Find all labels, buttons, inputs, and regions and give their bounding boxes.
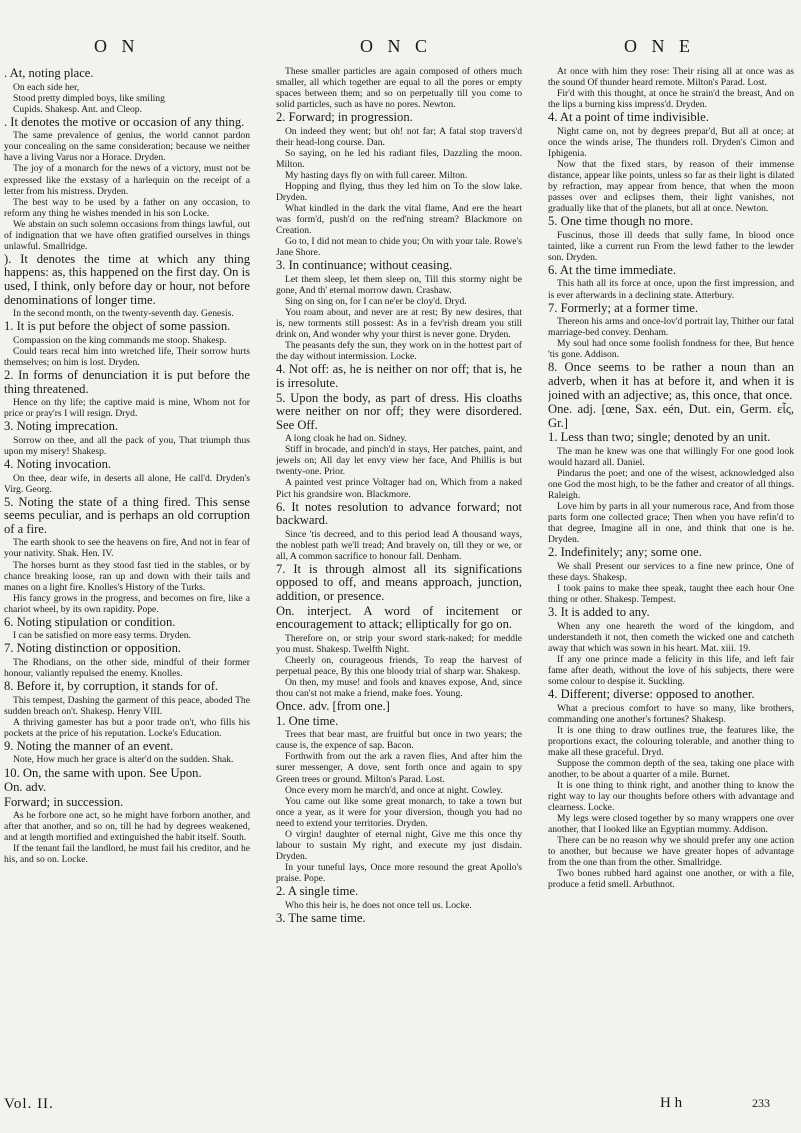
- citation: Note, How much her grace is alter'd on the sudden. Shak.: [13, 754, 234, 766]
- citation: Hence on thy life; the captive maid is mine, Whom not for price or pray'rs I will resign. Dryd.: [4, 397, 250, 420]
- citation: Compassion on the king commands me stoop. Shakesp.: [13, 334, 227, 346]
- sense-heading: 4. Different; diverse: opposed to another.: [548, 687, 755, 701]
- sense-heading: 3. It is added to any.: [548, 605, 650, 620]
- citation: Sorrow on thee, and all the pack of you, That triumph thus upon my misery! Shakesp.: [4, 434, 250, 457]
- citation: Stiff in brocade, and pinch'd in stays, Her patches, paint, and jewels on; All day let envy view her face, And Phillis is but twenty-one. Prior.: [276, 444, 522, 478]
- sense-heading: 7. Noting distinction or opposition.: [4, 641, 182, 656]
- citation: Once every morn he march'd, and once at night. Cowley.: [285, 784, 503, 796]
- citation: My legs were closed together by so many wrappers one over another, that I looked like an Egyptian mummy. Addison.: [548, 813, 794, 836]
- sense-heading: 2. A single time.: [276, 883, 359, 898]
- sense-heading: 4. Not off: as, he is neither on nor off; that is, he is irresolute.: [276, 362, 522, 390]
- citation: On each side her,: [13, 81, 80, 93]
- citation: Fuscinus, those ill deeds that sully fame, In blood once tainted, like a current run From the lewd father to the lewder son. Dryden.: [548, 229, 794, 263]
- citation: A painted vest prince Voltager had on, Which from a naked Pict his grandsire won. Blackmore.: [276, 477, 522, 500]
- running-head-center: O N C: [360, 36, 433, 56]
- citation: A long cloak he had on. Sidney.: [285, 433, 407, 445]
- citation: If any one prince made a felicity in this life, and left fair fame after death, without the love of his subjects, there were some colour to despise it. Suckling.: [548, 653, 794, 687]
- citation: The joy of a monarch for the news of a victory, must not be expressed like the exstasy of a harlequin on the receipt of a letter from his mistress. Dryden.: [4, 163, 250, 197]
- citation: The man he knew was one that willingly For one good look would hazard all. Daniel.: [548, 445, 794, 468]
- sense-heading: 4. Noting invocation.: [4, 456, 112, 471]
- citation: The peasants defy the sun, they work on in the hottest part of the day without intermission. Locke.: [276, 340, 522, 363]
- text-columns: [0, 66, 801, 1086]
- sense-heading: . It denotes the motive or occasion of any thing.: [4, 114, 245, 129]
- citation: We shall Present our services to a fine new prince, One of these days. Shakesp.: [548, 560, 794, 583]
- citation: Now that the fixed stars, by reason of their immense distance, appear like points, unless so far as their light is dilated by refraction, may appear from hence, that when the moon passes over and eclipses them, their light vanishes, not gradually like that of the planets, but all at once. Newton.: [548, 158, 794, 215]
- citation: The earth shook to see the heavens on fire, And not in fear of your nativity. Shak. Hen. IV.: [4, 537, 250, 560]
- citation: There can be no reason why we should prefer any one action to another, but because we have greater hopes of advantage from the one than from the other. Smallridge.: [548, 835, 794, 869]
- citation: Pindarus the poet; and one of the wisest, acknowledged also one God the most high, to be the father and creator of all things. Raleigh.: [548, 468, 794, 502]
- citation: This hath all its force at once, upon the first impression, and is ever afterwards in a declining state. Atterbury.: [548, 278, 794, 301]
- sense-heading: 10. On, the same with upon. See Upon.: [4, 765, 202, 780]
- citation: What a precious comfort to have so many, like brothers, commanding one another's fortunes? Shakesp.: [548, 702, 794, 725]
- sense-heading: 3. The same time.: [276, 910, 366, 925]
- sense-heading: 6. Noting stipulation or condition.: [4, 614, 176, 629]
- citation: Cupids. Shakesp. Ant. and Cleop.: [13, 103, 142, 115]
- citation: My hasting days fly on with full career. Milton.: [285, 169, 468, 181]
- column-left: [4, 66, 250, 1076]
- citation: You roam about, and never are at rest; By new desires, that is, new torments still possest: As in a fev'rish dream you still drink on, And wonder why your thirst is never gone. Dryden.: [276, 307, 522, 341]
- column-center: [276, 66, 522, 1076]
- sense-heading: 2. Indefinitely; any; some one.: [548, 545, 702, 560]
- citation: It is one thing to think right, and another thing to know the right way to lay our thoughts before others with advantage and clearness. Locke.: [548, 779, 794, 814]
- citation: The horses burnt as they stood fast tied in the stables, or by chance breaking loose, ran up and down with their tails and manes on a light fire. Knolles's History of the Turks.: [4, 559, 250, 593]
- citation: Trees that bear mast, are fruitful but once in two years; the cause is, the expence of sap. Bacon.: [276, 729, 522, 752]
- citation: So saying, on he led his radiant files, Dazzling the moon. Milton.: [276, 147, 522, 170]
- citation: Fir'd with this thought, at once he strain'd the breast, And on the lips a burning kiss impress'd. Dryden.: [548, 88, 794, 111]
- citation: Could tears recal him into wretched life, Their sorrow hurts themselves; on him is lost. Dryden.: [4, 345, 250, 368]
- sense-heading: On. interject. A word of incitement or encouragement to attack; elliptically for go on.: [276, 603, 522, 632]
- sense-heading: Forward; in succession.: [4, 794, 124, 809]
- citation: Two bones rubbed hard against one another, or with a file, produce a fetid smell. Arbuthnot.: [548, 868, 794, 891]
- citation: We abstain on such solemn occasions from things lawful, out of indignation that we have often gratified ourselves in things unlawful. Smallridge.: [4, 218, 250, 252]
- signature-mark: H h: [660, 1095, 683, 1111]
- citation: Stood pretty dimpled boys, like smiling: [13, 92, 165, 104]
- sense-heading: . At, noting place.: [4, 66, 94, 80]
- citation: Who this heir is, he does not once tell us. Locke.: [285, 899, 472, 911]
- citation: Go to, I did not mean to chide you; On with your tale. Rowe's Jane Shore.: [276, 236, 522, 259]
- citation: On indeed they went; but oh! not far; A fatal stop travers'd their head-long course. Dan.: [276, 125, 522, 148]
- citation: Forthwith from out the ark a raven flies, And after him the surer messenger, A dove, sent forth once and again to spy Green trees or ground. Milton's Parad. Lost.: [276, 751, 522, 785]
- sense-heading: 5. One time though no more.: [548, 214, 694, 229]
- citation: O virgin! daughter of eternal night, Give me this once thy labour to sustain My right, and execute my just disdain. Dryden.: [276, 828, 522, 862]
- citation: Sing on sing on, for I can ne'er be cloy'd. Dryd.: [285, 296, 467, 308]
- sense-heading: 6. It notes resolution to advance forward; not backward.: [276, 499, 522, 528]
- citation: At once with him they rose: Their rising all at once was as the sound Of thunder heard remote. Milton's Parad. Lost.: [548, 66, 794, 89]
- sense-heading: 8. Before it, by corruption, it stands for of.: [4, 679, 219, 694]
- citation: On thee, dear wife, in deserts all alone, He call'd. Dryden's Virg. Georg.: [4, 472, 250, 495]
- citation: Hopping and flying, thus they led him on To the slow lake. Dryden.: [276, 181, 522, 204]
- citation: Since 'tis decreed, and to this period lead A thousand ways, the noblest path we'll tread; And bravely on, till they or we, or all, A common sacrifice to honour fall. Denham.: [276, 528, 522, 562]
- citation: The same prevalence of genius, the world cannot pardon your concealing on the same consideration; because we neither have a living Varus nor a Horace. Dryden.: [4, 130, 250, 164]
- citation: Thereon his arms and once-lov'd portrait lay, Thither our fatal marriage-bed convey. Denham.: [548, 316, 794, 339]
- sense-heading: 7. It is through almost all its significations opposed to off, and means approach, junction, addition, or presence.: [276, 561, 522, 604]
- sense-heading: On. adv.: [4, 780, 47, 795]
- citation: Suppose the common depth of the sea, taking one place with another, to be about a quarter of a mile. Burnet.: [548, 757, 794, 780]
- citation: This tempest, Dashing the garment of this peace, aboded The sudden breach on't. Shakesp. Henry VIII.: [4, 694, 250, 717]
- citation: I can be satisfied on more easy terms. Dryden.: [13, 630, 191, 642]
- sense-heading: Once. adv. [from one.]: [276, 699, 390, 714]
- sense-heading: ). It denotes the time at which any thing happens: as, this happened on the first day. On is used, I think, only before day or hour, not before denominations of longer time.: [4, 251, 250, 307]
- citation: Night came on, not by degrees prepar'd, But all at once; at once the winds arise, The thunders roll. Dryden's Cimon and Iphigenia.: [548, 125, 794, 159]
- sense-heading: 9. Noting the manner of an event.: [4, 738, 174, 753]
- sense-heading: 7. Formerly; at a former time.: [548, 300, 699, 315]
- column-right: [548, 66, 794, 1076]
- sense-heading: 1. Less than two; single; denoted by an unit.: [548, 430, 771, 445]
- sense-heading: 2. In forms of denunciation it is put before the thing threatened.: [4, 368, 250, 396]
- citation: As he forbore one act, so he might have forborn another, and after that another, and so on, till he had by degrees weakened, and at length mortified and extinguished the habit itself. South.: [4, 810, 250, 844]
- sense-heading: 2. Forward; in progression.: [276, 110, 413, 125]
- citation: I took pains to make thee speak, taught thee each hour One thing or other. Shakesp. Tempest.: [548, 583, 794, 606]
- sense-heading: 6. At the time immediate.: [548, 262, 677, 277]
- sense-heading: 1. It is put before the object of some passion.: [4, 319, 231, 334]
- citation: On then, my muse! and fools and knaves expose, And, since thou can'st not make a friend, make foes. Young.: [276, 677, 522, 700]
- citation: Therefore on, or strip your sword stark-naked; for meddle you must. Shakesp. Twelfth Night.: [276, 632, 522, 655]
- citation: What kindled in the dark the vital flame, And ere the heart was form'd, push'd on the red'ning stream? Blackmore on Creation.: [276, 203, 522, 237]
- citation: It is one thing to draw outlines true, the features like, the proportions exact, the colouring tolerable, and another thing to make all these graceful. Dryd.: [548, 724, 794, 758]
- citation: In the second month, on the twenty-seventh day. Genesis.: [13, 308, 234, 320]
- citation: You came out like some great monarch, to take a town but once a year, as it were for your diversion, though you had no need to extend your territories. Dryden.: [276, 795, 522, 829]
- citation: If the tenant fail the landlord, he must fail his creditor, and he his, and so on. Locke.: [4, 843, 250, 866]
- sense-heading: 3. In continuance; without ceasing.: [276, 258, 453, 273]
- sense-heading: 1. One time.: [276, 713, 339, 728]
- running-head-left: O N: [94, 36, 140, 56]
- citation: The Rhodians, on the other side, mindful of their former honour, valiantly repulsed the enemy. Knolles.: [4, 657, 250, 680]
- citation: My soul had once some foolish fondness for thee, But hence 'tis gone. Addison.: [548, 338, 794, 361]
- citation: When any one heareth the word of the kingdom, and understandeth it not, then cometh the wicked one and catcheth away that which was sown in his heart. Mat. xiii. 19.: [548, 620, 794, 654]
- citation: The best way to be used by a father on any occasion, to reform any thing he wishes mended in his son Locke.: [4, 196, 250, 219]
- citation: Cheerly on, courageous friends, To reap the harvest of perpetual peace, By this one bloody trial of sharp war. Shakesp.: [276, 654, 522, 677]
- page-number: 233: [752, 1096, 770, 1110]
- citation: A thriving gamester has but a poor trade on't, who fills his pockets at the price of his reputation. Locke's Education.: [4, 716, 250, 739]
- sense-heading: 3. Noting imprecation.: [4, 419, 119, 434]
- citation: Love him by parts in all your numerous race, And from those parts form one collected grace; Then when you have refin'd to that degree, Imagine all in one, and think that one is he. Dryden.: [548, 501, 794, 546]
- citation: In your tuneful lays, Once more resound the great Apollo's praise. Pope.: [276, 861, 522, 884]
- sense-heading: 5. Noting the state of a thing fired. This sense seems peculiar, and is perhaps an old corruption of a fire.: [4, 494, 250, 536]
- volume-label: Vol. II.: [4, 1096, 54, 1112]
- citation: His fancy grows in the progress, and becomes on fire, like a chariot wheel, by its own rapidity. Pope.: [4, 592, 250, 615]
- running-heads: [0, 36, 801, 66]
- sense-heading: One. adj. [œne, Sax. eén, Dut. ein, Germ. εἷς, Gr.]: [548, 402, 794, 430]
- citation: These smaller particles are again composed of others much smaller, all which together are equal to all the pores or empty spaces between them; and so on perpetually till you come to solid particles, such as have no pores. Newton.: [276, 66, 522, 111]
- sense-heading: 8. Once seems to be rather a noun than an adverb, when it has at before it, and when it is joined with an adjective; as, this once, that once.: [548, 360, 794, 402]
- running-head-right: O N E: [624, 36, 695, 56]
- citation: Let them sleep, let them sleep on, Till this stormy night be gone, And th' eternal morrow dawn. Crashaw.: [276, 273, 522, 296]
- sense-heading: 5. Upon the body, as part of dress. His cloaths were neither on nor off; they were disordered. See Off.: [276, 390, 522, 432]
- sense-heading: 4. At a point of time indivisible.: [548, 110, 709, 125]
